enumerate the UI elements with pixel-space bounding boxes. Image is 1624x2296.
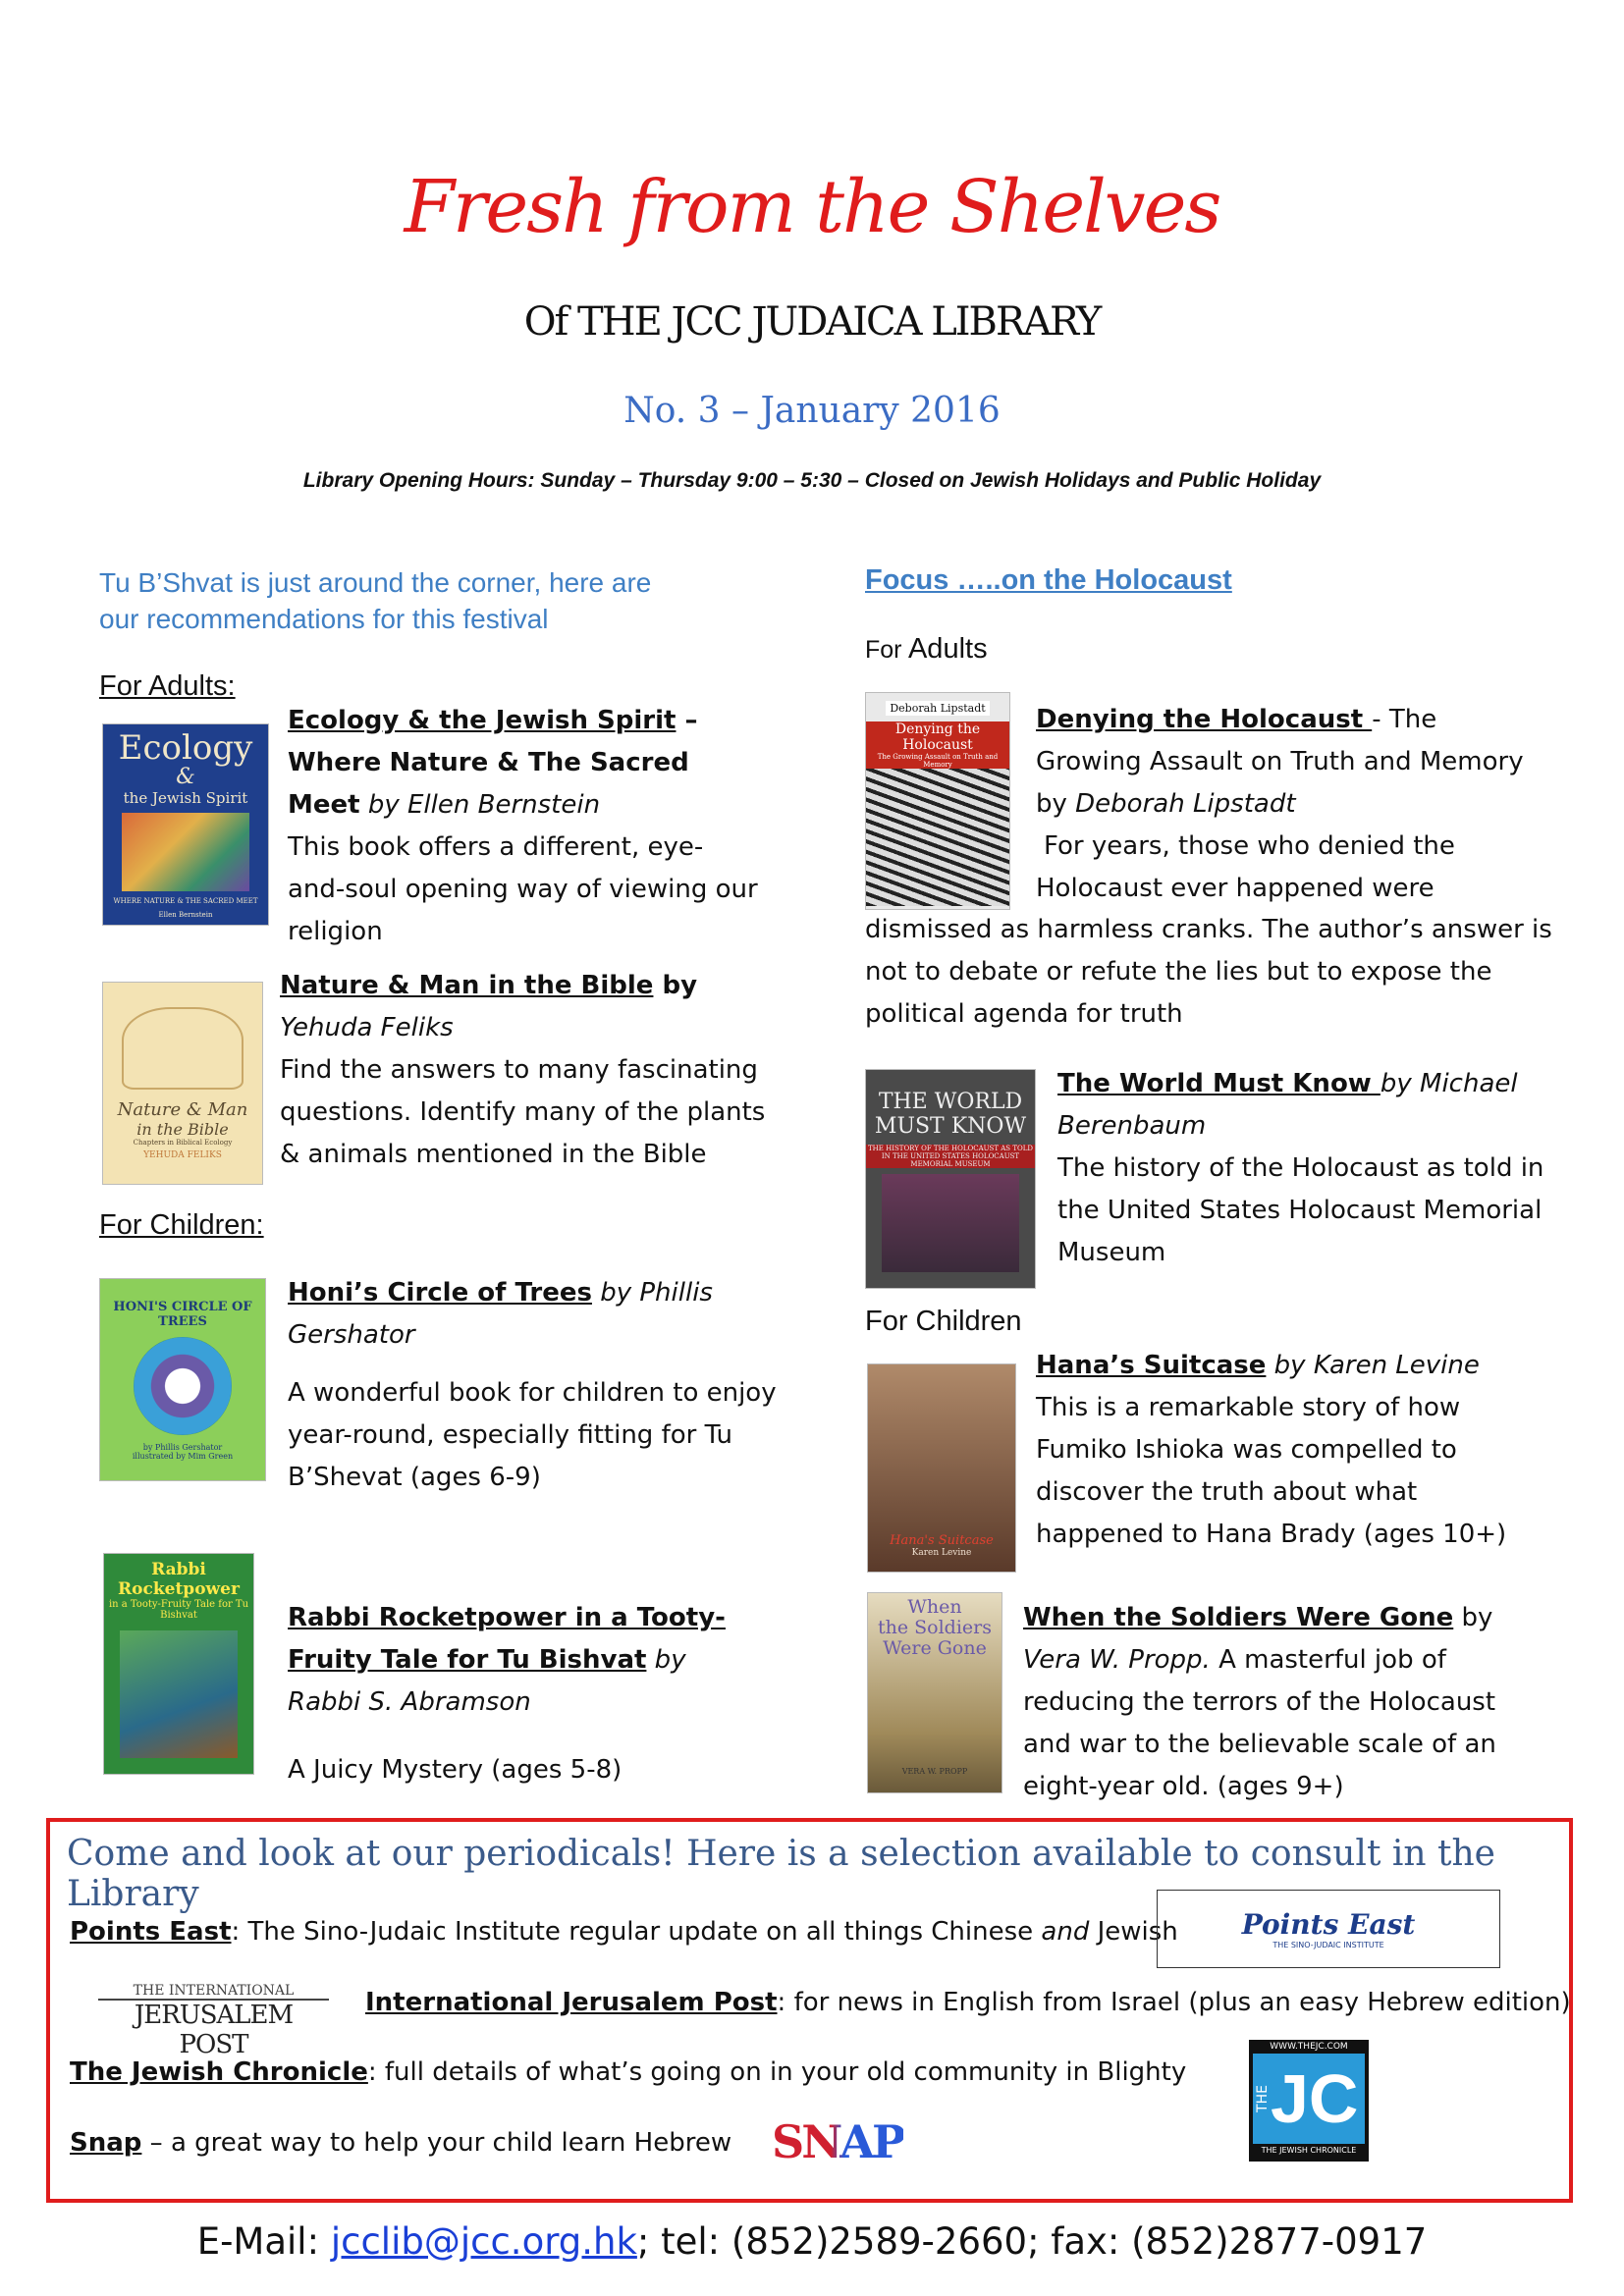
cover-title-3: Were Gone [883, 1637, 987, 1659]
book-nature-man [280, 965, 766, 1176]
book-title-part: Nature & The Sacred Meet [288, 748, 689, 820]
book-description: A masterful job of reducing the terrors of the Holocaust and war to the believable scale of an eight-year old. (ages 9+) [1023, 1645, 1496, 1801]
logo-text: JC [1271, 2060, 1359, 2137]
cover-amp: & [176, 764, 195, 789]
book-title: When the Soldiers Were Gone [1023, 1603, 1454, 1632]
book-description: dismissed as harmless cranks. The author’s answer is [865, 915, 1552, 944]
periodical-sep: – [141, 2128, 171, 2158]
cover-subtitle: the Jewish Spirit [123, 788, 248, 807]
email-link[interactable]: jcclib@jcc.org.hk [330, 2220, 637, 2263]
cover-art [866, 769, 1009, 906]
book-by: by [653, 971, 698, 1000]
cover-art [120, 1630, 238, 1758]
book-description: This book offers a different, eye-and-soul opening way of viewing our religion [288, 832, 758, 946]
cover-art [122, 813, 249, 891]
periodical-jewish-chronicle [70, 2057, 1186, 2087]
periodical-points-east [70, 1917, 1178, 1947]
book-author: by Phillis Gershator [288, 1278, 713, 1350]
world-must-know-book-cover [865, 1069, 1036, 1289]
logo-url: WWW.THEJC.COM [1270, 2042, 1348, 2052]
periodical-title: Snap [70, 2128, 142, 2158]
periodical-jerusalem-post [365, 1988, 1571, 2017]
logo-subtext: THE SINO-JUDAIC INSTITUTE [1272, 1941, 1384, 1949]
cover-author: by Phillis Gershator [142, 1442, 223, 1452]
periodical-sep: : [367, 2057, 385, 2087]
cover-art [882, 1174, 1019, 1272]
periodical-description: Jewish [1089, 1917, 1178, 1947]
nature-man-book-cover [102, 982, 263, 1185]
email-label: E-Mail: [196, 2220, 331, 2263]
cover-title-2: the Soldiers [877, 1617, 992, 1638]
periodical-snap [70, 2128, 731, 2158]
issue-number: No. 3 – January 2016 [623, 391, 1001, 431]
cover-illustrator: illustrated by Mim Green [132, 1451, 234, 1461]
book-hanas-suitcase [1036, 1345, 1551, 1556]
book-by: by [1453, 1603, 1493, 1632]
book-denying-holocaust-desc-cont [865, 909, 1552, 1036]
book-author: by Karen Levine [1266, 1351, 1480, 1380]
book-description: not to debate or refute the lies but to expose the [865, 957, 1492, 987]
right-adults-heading [865, 633, 988, 666]
book-world-must-know [1057, 1063, 1548, 1274]
book-description: A wonderful book for children to enjoy year-round, especially fitting for Tu B’Shevat (ages 6-9) [288, 1378, 777, 1492]
cover-title-2: in the Bible [136, 1119, 229, 1139]
book-description: The history of the Holocaust as told in the United States Holocaust Memorial Museum [1057, 1153, 1544, 1267]
intro-line-2: our recommendations for this festival [99, 604, 549, 634]
book-title: Hana’s Suitcase [1036, 1351, 1267, 1380]
cover-author: Deborah Lipstadt [886, 701, 989, 716]
cover-subtitle: Chapters in Biblical Ecology [133, 1138, 233, 1147]
logo-text: JERUSALEM POST [134, 2001, 294, 2059]
book-soldiers-gone [1023, 1597, 1543, 1808]
phone-fax: ; tel: (852)2589-2660; fax: (852)2877-0917 [636, 2220, 1428, 2263]
periodical-sep: : [231, 1917, 248, 1947]
periodicals-heading: Come and look at our periodicals! Here is a selection available to consult in the Library [67, 1834, 1495, 1914]
periodical-title: International Jerusalem Post [365, 1988, 778, 2017]
rabbi-rocketpower-book-cover [103, 1553, 254, 1775]
book-author: by Michael Berenbaum [1057, 1069, 1518, 1141]
book-description: Holocaust ever happened were [1036, 874, 1435, 903]
book-author: Yehuda Feliks [280, 1013, 454, 1042]
intro-line-1: Tu B’Shvat is just around the corner, here are [99, 567, 652, 598]
adults-word: Adults [907, 633, 988, 665]
logo-the: THE [1255, 2085, 1271, 2112]
snap-logo [772, 2115, 903, 2168]
book-description: For years, those who denied the [1044, 831, 1455, 861]
book-title: Ecology & the Jewish Spirit [288, 706, 677, 735]
soldiers-gone-book-cover [867, 1592, 1002, 1793]
cover-art [134, 1337, 232, 1435]
periodical-description: The Sino-Judaic Institute regular update on all things Chinese [247, 1917, 1042, 1947]
book-description: A Juicy Mystery (ages 5-8) [288, 1755, 623, 1785]
book-title-part: Where [288, 748, 382, 777]
book-honis-circle [288, 1272, 779, 1499]
book-description: This is a remarkable story of how Fumiko Ishioka was compelled to discover the truth about what happened to Hana Brady (ages 10+) [1036, 1393, 1507, 1549]
cover-editor: Ellen Bernstein [158, 910, 213, 919]
periodical-description: for news in English from Israel (plus an easy Hebrew edition) [793, 1988, 1571, 2017]
cover-title: THE WORLD [878, 1090, 1023, 1114]
book-title-sep: – [676, 706, 698, 735]
book-subtitle: - The Growing Assault on Truth and Memory by [1036, 705, 1524, 819]
book-rabbi-rocketpower [288, 1597, 759, 1791]
cover-title: Nature & Man [117, 1098, 248, 1120]
book-description: Find the answers to many fascinating questions. Identify many of the plants & animals mentioned in the Bible [280, 1055, 766, 1169]
cover-title: When [907, 1596, 962, 1618]
cover-subtitle: The Growing Assault on Truth and Memory [866, 753, 1009, 769]
periodical-title: The Jewish Chronicle [70, 2057, 368, 2087]
cover-title: Denying the Holocaust [866, 721, 1009, 753]
cover-subtitle: in a Tooty-Fruity Tale for Tu Bishvat [108, 1599, 249, 1621]
tu-bshvat-intro [99, 564, 651, 637]
periodical-title: Points East [70, 1917, 232, 1947]
periodical-description-em: and [1041, 1917, 1090, 1947]
cover-tagline: WHERE NATURE & THE SACRED MEET [113, 896, 258, 905]
cover-art [122, 1007, 244, 1090]
book-ecology [288, 700, 759, 953]
book-author: Deborah Lipstadt [1075, 789, 1296, 819]
logo-text: Points East [1241, 1908, 1416, 1941]
cover-author: YEHUDA FELIKS [143, 1149, 222, 1160]
cover-title-2: MUST KNOW [874, 1114, 1027, 1139]
book-title: The World Must Know [1057, 1069, 1380, 1098]
jerusalem-post-logo [98, 1983, 329, 2059]
cover-subtitle: THE HISTORY OF THE HOLOCAUST AS TOLD IN THE UNITED STATES HOLOCAUST MEMORIAL MUSEUM [868, 1145, 1033, 1168]
cover-title: HONI'S CIRCLE OF TREES [113, 1299, 252, 1329]
book-denying-holocaust [1036, 699, 1527, 910]
book-author: by Ellen Bernstein [367, 790, 601, 820]
denying-holocaust-book-cover [865, 692, 1010, 910]
newsletter-title: Fresh from the Shelves [404, 165, 1220, 249]
left-children-heading: For Children: [99, 1209, 264, 1241]
adults-prefix: For [865, 636, 902, 664]
hanas-suitcase-book-cover [867, 1363, 1016, 1573]
ecology-book-cover [102, 723, 269, 926]
cover-author: VERA W. PROPP [901, 1767, 968, 1776]
opening-hours: Library Opening Hours: Sunday – Thursday 9:00 – 5:30 – Closed on Jewish Holidays and Public Holiday [302, 469, 1322, 492]
logo-subtext: THE JEWISH CHRONICLE [1261, 2146, 1357, 2155]
logo-text: SNAP [772, 2115, 903, 2168]
periodical-description: a great way to help your child learn Hebrew [170, 2128, 732, 2158]
book-title: Honi’s Circle of Trees [288, 1278, 592, 1308]
focus-holocaust-heading: Focus …..on the Holocaust [865, 564, 1232, 596]
cover-title: Hana's Suitcase [890, 1533, 994, 1548]
book-title: Denying the Holocaust [1036, 705, 1373, 734]
newsletter-subtitle: Of THE JCC JUDAICA LIBRARY [523, 299, 1101, 345]
points-east-logo [1157, 1890, 1500, 1968]
cover-title: Ecology [118, 727, 253, 768]
book-author: Vera W. Propp. [1023, 1645, 1211, 1675]
book-title: Nature & Man in the Bible [280, 971, 654, 1000]
honis-book-cover [99, 1278, 266, 1481]
contact-footer [0, 2220, 1624, 2263]
book-title: Rabbi Rocketpower in a Tooty-Fruity Tale for Tu Bishvat [288, 1603, 726, 1675]
left-adults-heading: For Adults: [99, 670, 236, 702]
periodical-description: full details of what’s going on in your old community in Blighty [384, 2057, 1187, 2087]
cover-author: Karen Levine [911, 1548, 972, 1558]
right-children-heading: For Children [865, 1306, 1022, 1337]
logo-subtext: THE INTERNATIONAL [98, 1983, 329, 2001]
book-author: by Rabbi S. Abramson [288, 1645, 686, 1717]
periodical-sep: : [777, 1988, 794, 2017]
logo-panel [1253, 2054, 1365, 2144]
cover-title: Rabbi Rocketpower [118, 1560, 240, 1599]
jewish-chronicle-logo [1249, 2040, 1369, 2162]
book-description: political agenda for truth [865, 999, 1183, 1029]
